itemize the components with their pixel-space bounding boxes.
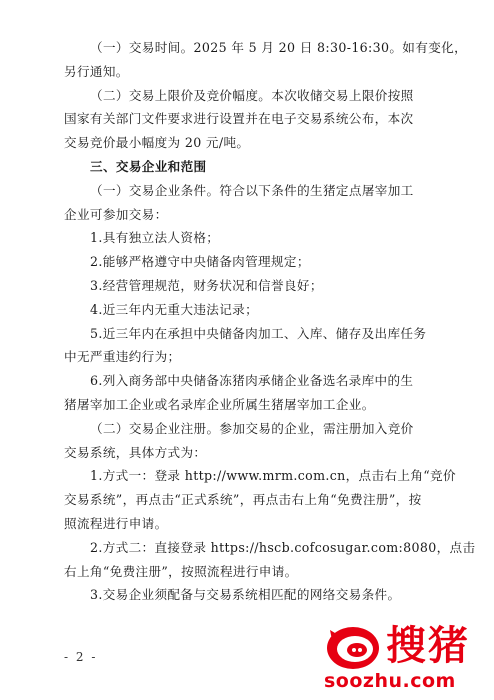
text-line: 6.列入商务部中央储备冻猪肉承储企业备选名录库中的生: [90, 373, 414, 389]
pig-logo-icon: [324, 620, 382, 672]
section-heading: 三、交易企业和范围: [90, 158, 207, 174]
text-line: （一）交易时间。2025 年 5 月 20 日 8:30-16:30。如有变化，: [90, 40, 468, 55]
text-line: （一）交易企业条件。符合以下条件的生猪定点屠宰加工: [90, 182, 414, 198]
text-line: 4.近三年内无重大违法记录；: [90, 301, 259, 317]
text-line: 中无严重违约行为；: [64, 349, 181, 365]
text-line: 交易系统”，再点击“正式系统”，再点击右上角“免费注册”，按: [64, 492, 422, 508]
text-line: 3.经营管理规范，财务状况和信誉良好；: [90, 277, 323, 293]
watermark-brand: 搜猪: [386, 623, 470, 669]
text-line: 国家有关部门文件要求进行设置并在电子交易系统公布，本次: [64, 111, 414, 127]
text-line: 3.交易企业须配备与交易系统相匹配的网络交易条件。: [90, 587, 401, 603]
text-line: 1.方式一：登录 http://www.mrm.com.cn，点击右上角“竞价: [90, 468, 456, 484]
text-line: 交易竞价最小幅度为 20 元/吨。: [64, 135, 250, 151]
text-line: 企业可参加交易：: [64, 206, 168, 222]
text-line: 猪屠宰加工企业或名录库企业所属生猪屠宰加工企业。: [64, 396, 375, 412]
text-line: 右上角“免费注册”，按照流程进行申请。: [64, 563, 298, 579]
watermark-url: soozhu.com: [324, 670, 456, 692]
text-line: 照流程进行申请。: [64, 515, 168, 531]
text-line: （二）交易企业注册。参加交易的企业，需注册加入竞价: [90, 420, 414, 436]
text-line: 2.能够严格遵守中央储备肉管理规定；: [90, 254, 310, 270]
text-line: （二）交易上限价及竞价幅度。本次收储交易上限价按照: [90, 87, 414, 103]
text-line: 交易系统，具体方式为：: [64, 444, 207, 460]
page-number: - 2 -: [64, 650, 98, 664]
text-line: 另行通知。: [64, 63, 129, 79]
watermark: [318, 620, 488, 696]
text-line: 2.方式二：直接登录 https://hscb.cofcosugar.com:8080，点击: [90, 539, 476, 555]
text-line: 1.具有独立法人资格；: [90, 230, 220, 246]
document-body: [64, 36, 476, 607]
text-line: 5.近三年内在承担中央储备肉加工、入库、储存及出库任务: [90, 325, 427, 341]
